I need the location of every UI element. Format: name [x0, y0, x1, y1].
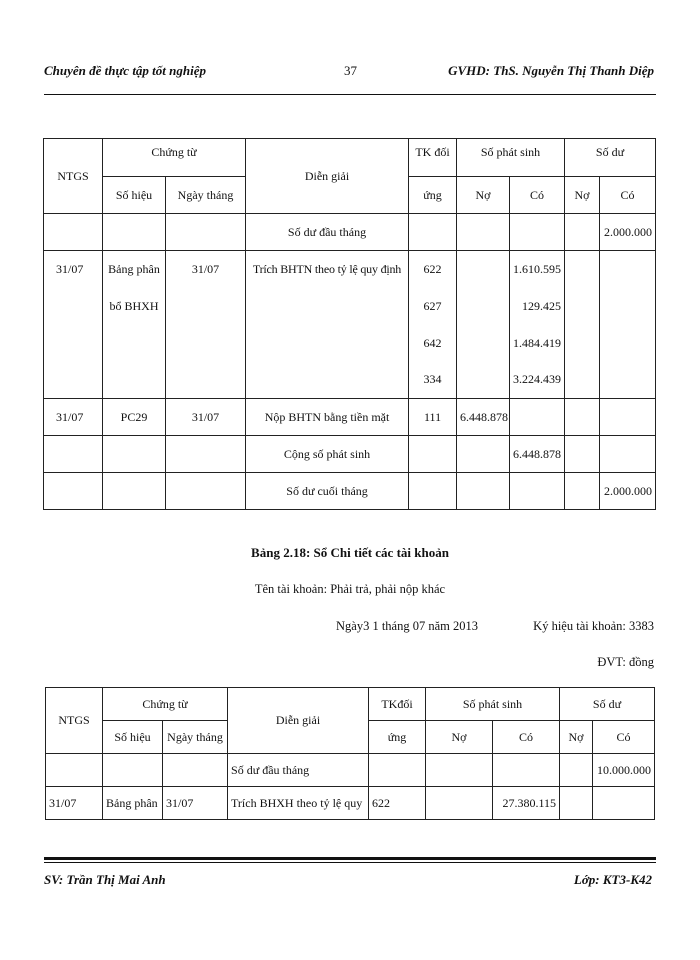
col-header-psinh-no: Nợ: [457, 177, 510, 214]
t2-col-header-ntgs: NTGS: [46, 688, 103, 754]
unit-label: ĐVT: đồng: [597, 655, 654, 669]
page-number: 37: [344, 63, 357, 78]
table-row-entry1-line1: [44, 251, 656, 288]
closing-du-co: 2.000.000: [600, 473, 656, 510]
t2-entry1-tk: 622: [369, 787, 426, 820]
footer-student: SV: Trần Thị Mai Anh: [44, 872, 166, 887]
t2-entry1-ntgs: 31/07: [46, 787, 103, 820]
col-header-ntgs: NTGS: [44, 139, 103, 214]
col-header-so-du: Số dư: [565, 139, 656, 177]
col-header-du-co: Có: [600, 177, 656, 214]
t2-col-header-psinh-no: Nợ: [426, 721, 493, 754]
t2-col-header-du-no: Nợ: [560, 721, 593, 754]
ledger-date: Ngày3 1 tháng 07 năm 2013: [336, 619, 478, 633]
t2-col-header-so-phat-sinh: Số phát sinh: [426, 688, 560, 721]
entry1-co-642: 1.484.419: [510, 325, 565, 362]
opening-du-co: 2.000.000: [600, 214, 656, 251]
t2-col-header-du-co: Có: [593, 721, 655, 754]
t2-col-header-psinh-co: Có: [493, 721, 560, 754]
col-header-du-no: Nợ: [565, 177, 600, 214]
table-caption: Bảng 2.18: Sổ Chi tiết các tài khoản: [251, 545, 449, 560]
entry1-co-627: 129.425: [510, 288, 565, 325]
entry2-ntgs: 31/07: [44, 399, 103, 436]
t2-entry1-co: 27.380.115: [493, 787, 560, 820]
account-name: Tên tài khoản: Phải trả, phải nộp khác: [254, 582, 446, 596]
entry1-dien-giai: Trích BHTN theo tỷ lệ quy định: [246, 251, 409, 288]
col-header-ung: ứng: [409, 177, 457, 214]
entry2-tk: 111: [409, 399, 457, 436]
t2-opening-label: Số dư đầu tháng: [228, 754, 369, 787]
entry1-tk-334: 334: [409, 362, 457, 399]
footer-rule-thick: [44, 857, 656, 860]
header-right-advisor: GVHD: ThS. Nguyễn Thị Thanh Diệp: [448, 63, 654, 78]
closing-label: Số dư cuối tháng: [246, 473, 409, 510]
t2-opening-du-co: 10.000.000: [593, 754, 655, 787]
entry1-so-hieu-2: bổ BHXH: [103, 288, 166, 325]
table-row-entry1-line2: [44, 288, 656, 325]
t2-col-header-chung-tu: Chứng từ: [103, 688, 228, 721]
col-header-chung-tu: Chứng từ: [103, 139, 246, 177]
footer-rule-thin: [44, 862, 656, 863]
t2-col-header-ngay-thang: Ngày tháng: [163, 721, 228, 754]
opening-label: Số dư đầu tháng: [246, 214, 409, 251]
col-header-so-hieu: Số hiệu: [103, 177, 166, 214]
table-row-opening: [44, 214, 656, 251]
ledger-table-2: [45, 687, 655, 820]
entry2-so-hieu: PC29: [103, 399, 166, 436]
t2-col-header-ung: ứng: [369, 721, 426, 754]
t2-entry1-so-hieu: Bảng phân: [103, 787, 163, 820]
entry1-so-hieu-1: Bảng phân: [103, 251, 166, 288]
entry1-ngay: 31/07: [166, 251, 246, 288]
table-row-entry1-line4: [44, 362, 656, 399]
col-header-psinh-co: Có: [510, 177, 565, 214]
header-rule: [44, 94, 656, 95]
t2-col-header-tk-doi: TKđối: [369, 688, 426, 721]
entry2-ngay: 31/07: [166, 399, 246, 436]
entry1-co-334: 3.224.439: [510, 362, 565, 399]
footer-class: Lớp: KT3-K42: [573, 872, 652, 887]
entry1-tk-642: 642: [409, 325, 457, 362]
col-header-so-phat-sinh: Số phát sinh: [457, 139, 565, 177]
entry2-dien-giai: Nộp BHTN bằng tiền mặt: [246, 399, 409, 436]
t2-col-header-so-hieu: Số hiệu: [103, 721, 163, 754]
t2-table-row-opening: [46, 754, 655, 787]
table-row-total: [44, 436, 656, 473]
entry1-tk-622: 622: [409, 251, 457, 288]
t2-entry1-dien-giai: Trích BHXH theo tỷ lệ quy: [228, 787, 369, 820]
ledger-table-1: [43, 138, 656, 510]
entry2-no: 6.448.878: [457, 399, 510, 436]
col-header-tk-doi: TK đối: [409, 139, 457, 177]
table-row-entry1-line3: [44, 325, 656, 362]
header-left-title: Chuyên đề thực tập tốt nghiệp: [44, 63, 206, 78]
total-co: 6.448.878: [510, 436, 565, 473]
total-label: Cộng số phát sinh: [246, 436, 409, 473]
table-row-closing: [44, 473, 656, 510]
t2-col-header-dien-giai: Diễn giải: [228, 688, 369, 754]
col-header-dien-giai: Diễn giải: [246, 139, 409, 214]
t2-col-header-so-du: Số dư: [560, 688, 655, 721]
table-row-entry2: [44, 399, 656, 436]
account-code: Ký hiệu tài khoản: 3383: [533, 619, 654, 633]
entry1-ntgs: 31/07: [44, 251, 103, 288]
entry1-tk-627: 627: [409, 288, 457, 325]
t2-entry1-ngay: 31/07: [163, 787, 228, 820]
col-header-ngay-thang: Ngày tháng: [166, 177, 246, 214]
entry1-co-622: 1.610.595: [510, 251, 565, 288]
t2-table-row-entry1: [46, 787, 655, 820]
